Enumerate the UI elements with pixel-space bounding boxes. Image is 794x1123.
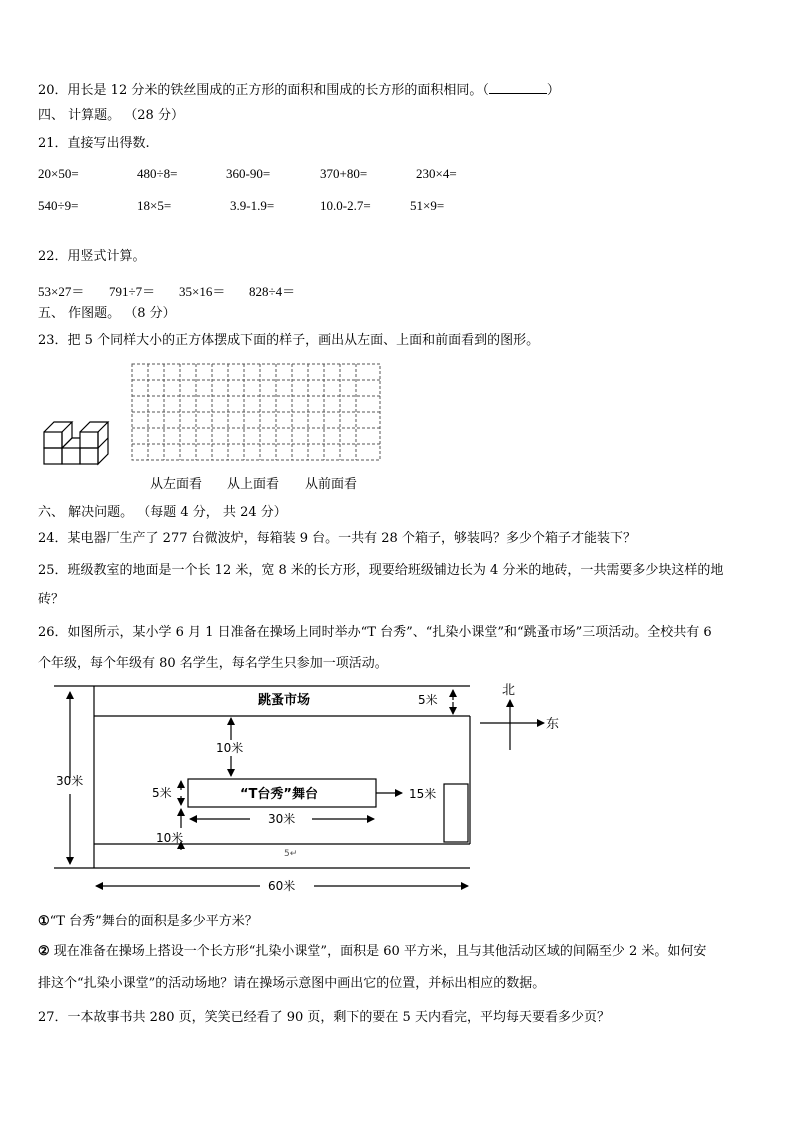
calc-item: 51×9=	[410, 198, 445, 213]
calc-item: 480÷8=	[137, 166, 178, 181]
drawing-grid[interactable]	[128, 360, 384, 464]
q20-close: ）	[546, 83, 560, 98]
dim-5m-top: 5米	[418, 693, 438, 707]
question-26-line2: 个年级，每个年级有 80 名学生，每名学生只参加一项活动。	[38, 656, 388, 671]
section-5-heading: 五、 作图题。 （8 分）	[38, 306, 176, 321]
view-label-top: 从上面看	[227, 477, 280, 492]
circled-one: ①	[38, 914, 50, 929]
q20-text: 20．用长是 12 分米的铁丝围成的正方形的面积和围成的长方形的面积相同。（	[38, 83, 489, 98]
q26-1-text: “T 台秀”舞台的面积是多少平方米？	[49, 914, 258, 929]
calc-item: 10.0-2.7=	[320, 198, 371, 213]
compass	[474, 680, 570, 754]
dim-10m-top: 10米	[216, 741, 244, 755]
question-23: 23．把 5 个同样大小的正方体摆成下面的样子，画出从左面、上面和前面看到的图形。	[38, 333, 540, 348]
question-21: 21．直接写出得数.	[38, 136, 150, 151]
calc-item: 18×5=	[137, 198, 172, 213]
question-26-1	[38, 914, 258, 930]
question-22: 22．用竖式计算。	[38, 249, 146, 264]
calc-item: 360-90=	[226, 166, 271, 181]
question-26-2-line1	[38, 944, 706, 960]
question-25-line2: 砖？	[38, 592, 65, 607]
vertical-calc-item: 828÷4＝	[249, 284, 296, 299]
t-stage-label: “T台秀”舞台	[240, 787, 318, 802]
question-24: 24．某电器厂生产了 277 台微波炉，每箱装 9 台。一共有 28 个箱子，够装吗？多少个箱子才能装下？	[38, 531, 636, 546]
calc-item: 370+80=	[320, 166, 368, 181]
view-label-front: 从前面看	[305, 477, 358, 492]
dim-5m-stage: 5米	[152, 786, 172, 800]
cube-stack-figure	[40, 408, 116, 466]
dim-60m: 60米	[268, 879, 296, 893]
calc-item: 3.9-1.9=	[230, 198, 275, 213]
section-4-heading: 四、 计算题。 （28 分）	[38, 108, 184, 123]
answer-blank[interactable]	[489, 82, 547, 94]
dim-30m-width: 30米	[268, 812, 296, 826]
question-26-line1: 26．如图所示，某小学 6 月 1 日准备在操场上同时举办“T 台秀”、“扎染小课堂”和“跳蚤市场”三项活动。全校共有 6	[38, 625, 712, 640]
east-label: 东	[546, 717, 560, 732]
question-26-2-line2: 排这个“扎染小课堂”的活动场地？请在操场示意图中画出它的位置，并标出相应的数据。	[38, 976, 546, 991]
stray-mark: 5↵	[284, 849, 298, 859]
vertical-calc-item: 35×16＝	[179, 284, 226, 299]
calc-item: 230×4=	[416, 166, 457, 181]
question-20	[38, 82, 560, 99]
question-27: 27．一本故事书共 280 页，笑笑已经看了 90 页，剩下的要在 5 天内看完，平均每天要看多少页？	[38, 1010, 610, 1025]
flea-market-label: 跳蚤市场	[258, 693, 311, 708]
north-label: 北	[502, 683, 516, 698]
dim-10m-bottom: 10米	[156, 831, 184, 845]
section-6-heading: 六、 解决问题。 （每题 4 分， 共 24 分）	[38, 505, 287, 520]
vertical-calc-item: 53×27＝	[38, 284, 85, 299]
dim-30m-height: 30米	[56, 774, 84, 788]
dim-15m: 15米	[409, 787, 437, 801]
calc-item: 20×50=	[38, 166, 79, 181]
circled-two: ②	[38, 944, 50, 959]
view-label-left: 从左面看	[150, 477, 203, 492]
vertical-calc-item: 791÷7＝	[109, 284, 156, 299]
calc-item: 540÷9=	[38, 198, 79, 213]
question-25-line1: 25．班级教室的地面是一个长 12 米，宽 8 米的长方形，现要给班级铺边长为 4 分米的地砖，一共需要多少块这样的地	[38, 563, 724, 578]
q26-2-text: 现在准备在操场上搭设一个长方形“扎染小课堂”，面积是 60 平方米，且与其他活动区域的间隔至少 2 米。如何安	[49, 944, 707, 959]
